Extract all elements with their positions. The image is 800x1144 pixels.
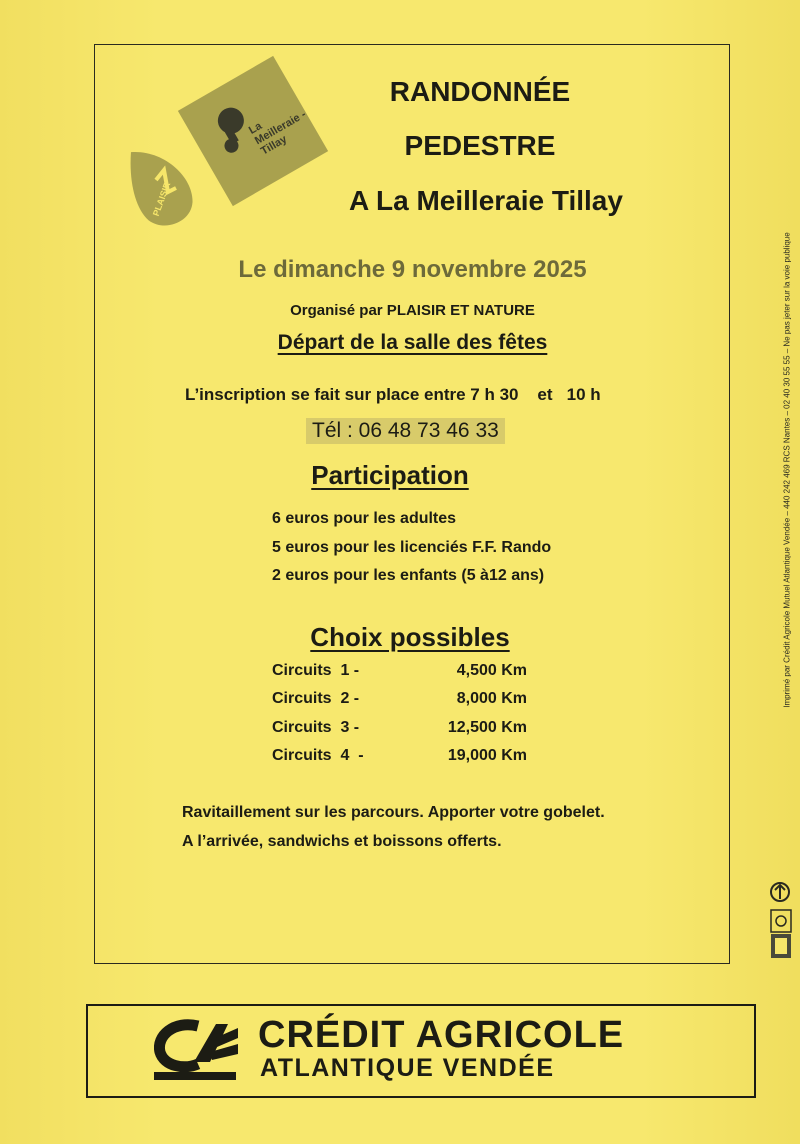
credit-agricole-logo-icon [154,1018,244,1080]
circuit-label: Circuits 4 - [272,747,364,764]
plaisir-drop-logo-icon [128,140,198,232]
supply-info: Ravitaillement sur les parcours. Apporter votre gobelet. [182,804,605,821]
recycle-icon [768,880,792,904]
title-line-1: RANDONNÉE [389,76,571,107]
title-line-2: PEDESTRE [404,130,556,161]
sponsor-name: CRÉDIT AGRICOLE [258,1014,625,1056]
circuit-label: Circuits 2 - [272,690,360,707]
printer-imprint: Imprimé par Crédit Agricole Mutuel Atlantique Vendée – 440 242 469 RCS Nantes – 02 40 30 55 55 – Ne pas jeter sur la voie publique [782,232,792,708]
arrival-info: A l’arrivée, sandwichs et boissons offerts. [182,833,502,850]
circuit-distance: 8,000 Km [456,690,527,707]
registration-info: L’inscription se fait sur place entre 7 h 30 et 10 h [185,385,601,404]
price-line: 2 euros pour les enfants (5 à12 ans) [272,567,545,584]
circuit-label: Circuits 3 - [272,719,360,736]
organizer: Organisé par PLAISIR ET NATURE [290,302,535,319]
circuit-label: Circuits 1 - [272,662,360,679]
title-line-3: A La Meilleraie Tillay [349,185,623,216]
choices-heading: Choix possibles [310,622,510,652]
trash-bin-icon [769,908,793,960]
circuit-distance: 12,500 Km [447,719,527,736]
phone-number: Tél : 06 48 73 46 33 [306,418,505,444]
meilleraie-logo-text: La Meilleraie -Tillay [246,108,309,158]
price-line: 6 euros pour les adultes [272,510,457,527]
event-date: Le dimanche 9 novembre 2025 [238,256,587,283]
circuit-distance: 4,500 Km [456,662,527,679]
departure-location: Départ de la salle des fêtes [277,331,548,354]
sponsor-region: ATLANTIQUE VENDÉE [260,1054,555,1082]
participation-heading: Participation [311,460,469,490]
price-line: 5 euros pour les licenciés F.F. Rando [272,539,552,556]
circuit-distance: 19,000 Km [447,747,527,764]
plaisir-drop-text: PLAISIR [150,180,173,218]
